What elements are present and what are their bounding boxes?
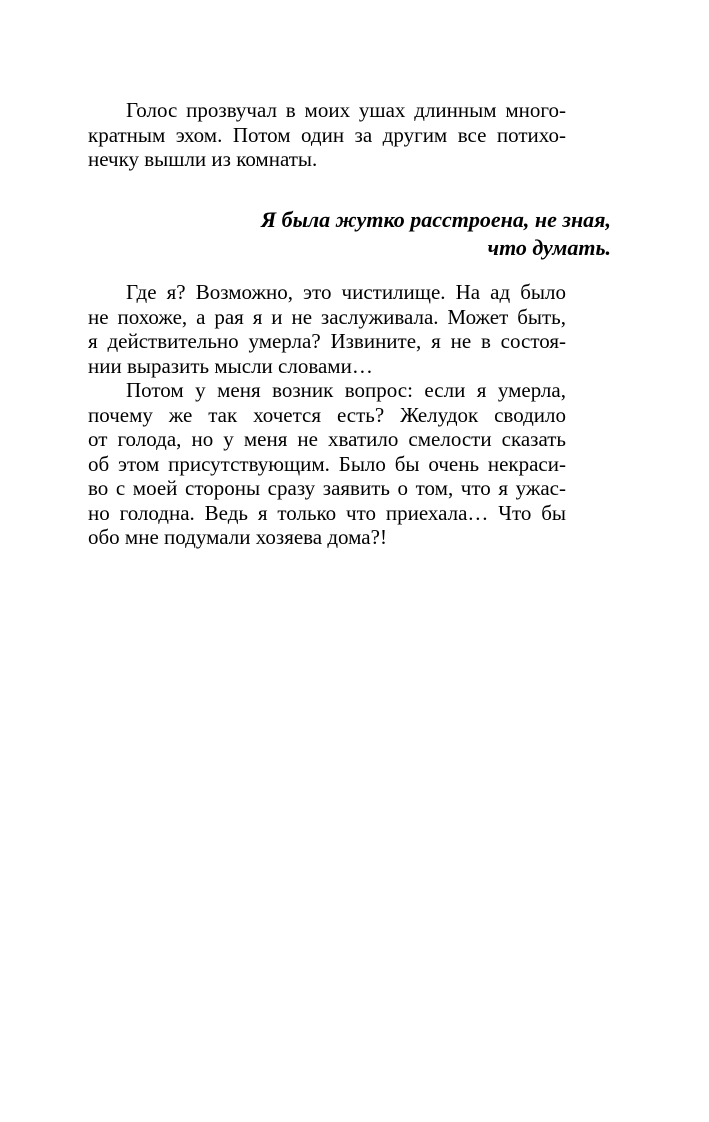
text-line: я действительно умерла? Извините, я не в состоя- bbox=[88, 329, 566, 353]
text-line: почему же так хочется есть? Желудок сводило bbox=[88, 402, 566, 427]
heading-line: Я была жутко расстроена, не зная, bbox=[260, 207, 611, 232]
text-line: об этом присутствующим. Было бы очень некраси- bbox=[88, 451, 566, 476]
text-line: обо мне подумали хозяева дома?! bbox=[88, 525, 387, 549]
text-line: но голодна. Ведь я только что приехала… Что бы bbox=[88, 500, 566, 525]
text-line: не похоже, а рая я и не заслуживала. Может быть, bbox=[88, 304, 566, 329]
text-line: от голода, но у меня не хватило смелости сказать bbox=[88, 427, 566, 451]
italic-heading bbox=[191, 206, 611, 262]
text-line: Голос прозвучал в моих ушах длинным много- bbox=[126, 98, 566, 122]
paragraph-echo bbox=[88, 98, 566, 172]
text-line: кратным эхом. Потом один за другим все потихо- bbox=[88, 122, 566, 147]
text-line: во с моей стороны сразу заявить о том, что я ужас- bbox=[88, 476, 566, 500]
text-line: Где я? Возможно, это чистилище. На ад было bbox=[126, 280, 566, 304]
heading-line: что думать. bbox=[487, 235, 611, 260]
text-line: нечку вышли из комнаты. bbox=[88, 147, 318, 171]
paragraph-purgatory bbox=[88, 280, 566, 550]
text-line: нии выразить мысли словами… bbox=[88, 353, 373, 378]
text-line: Потом у меня возник вопрос: если я умерла, bbox=[126, 378, 566, 402]
